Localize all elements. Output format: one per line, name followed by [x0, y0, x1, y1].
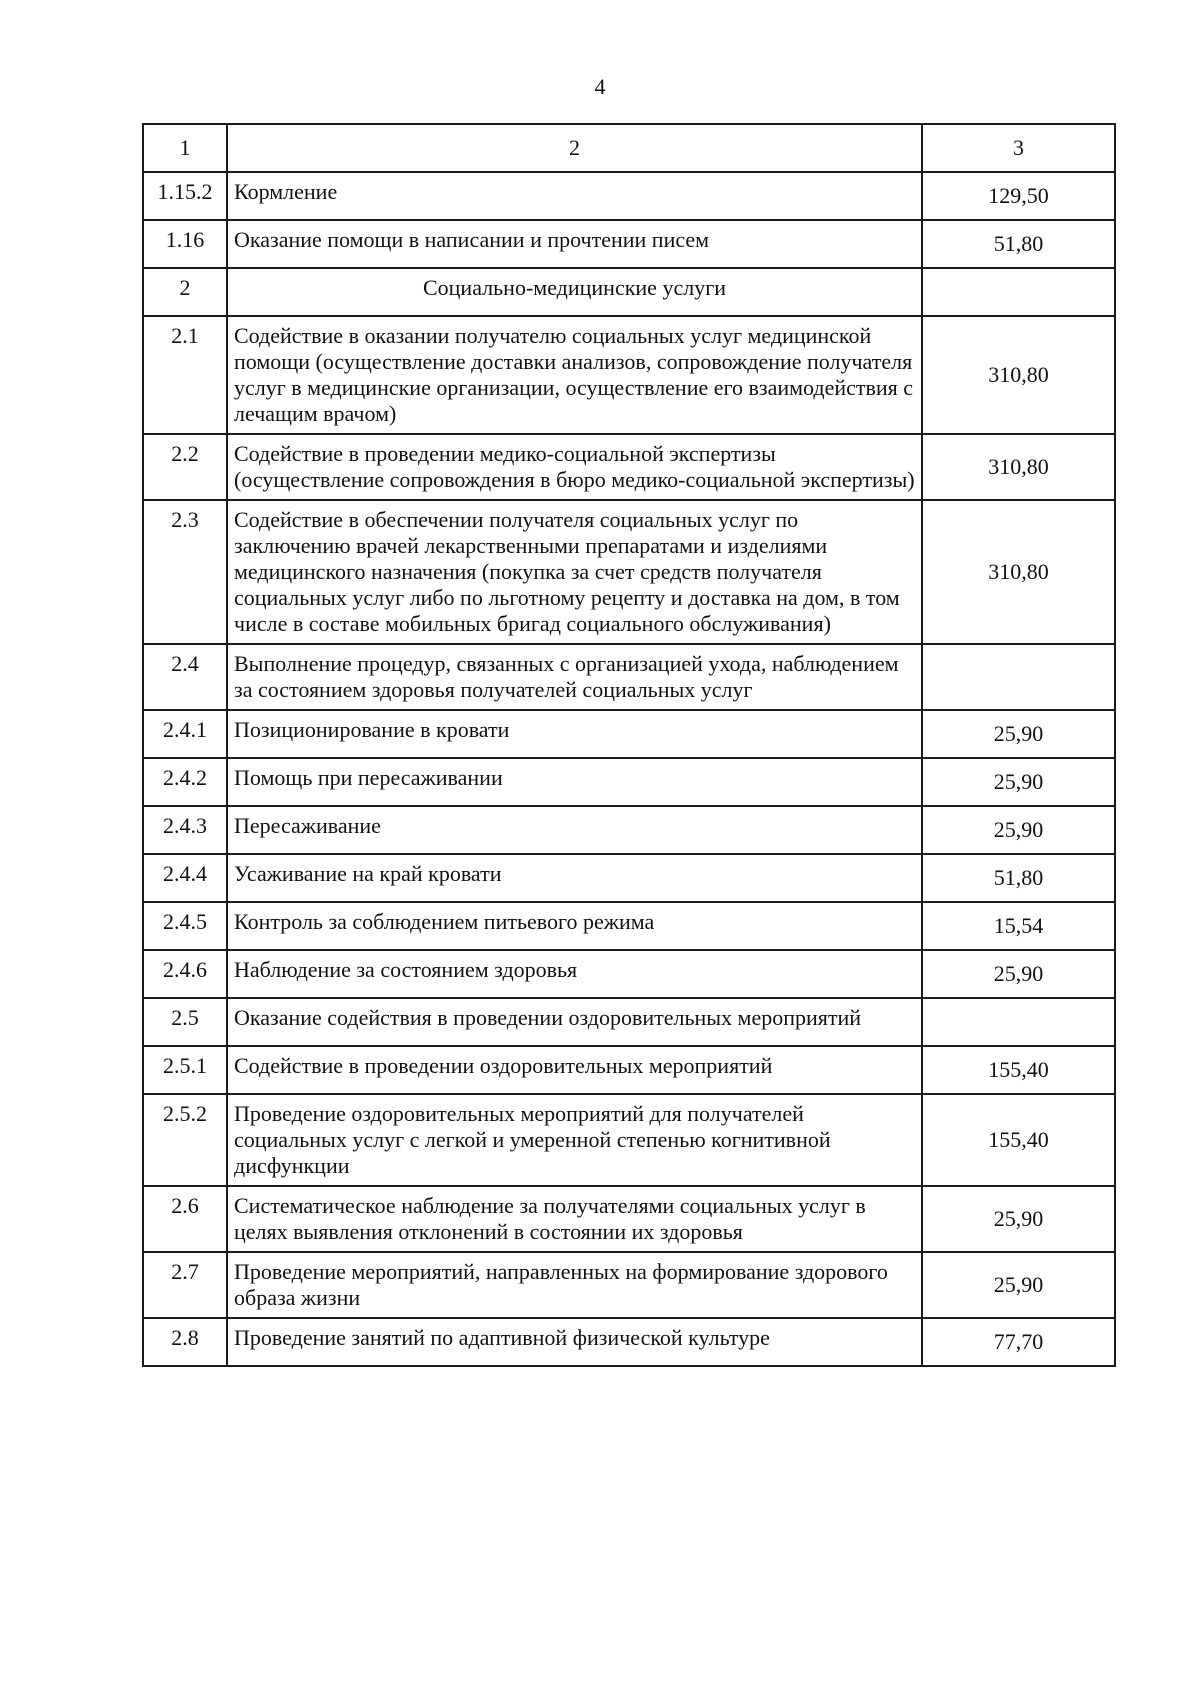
table-row [143, 902, 1115, 950]
row-number-cell: 2.5.2 [143, 1094, 227, 1186]
price-cell: 310,80 [922, 434, 1115, 500]
service-name-cell: Оказание содействия в проведении оздоровительных мероприятий [227, 998, 922, 1046]
price-cell: 155,40 [922, 1046, 1115, 1094]
price-cell: 155,40 [922, 1094, 1115, 1186]
row-number-cell: 2.4.1 [143, 710, 227, 758]
row-number-cell: 2.3 [143, 500, 227, 644]
table-row [143, 220, 1115, 268]
service-name-cell: Контроль за соблюдением питьевого режима [227, 902, 922, 950]
price-cell: 25,90 [922, 806, 1115, 854]
price-cell: 310,80 [922, 500, 1115, 644]
row-number-cell: 1.16 [143, 220, 227, 268]
price-cell: 25,90 [922, 950, 1115, 998]
row-number-cell: 2.4.2 [143, 758, 227, 806]
table-header-row [143, 124, 1115, 172]
row-number-cell: 2.7 [143, 1252, 227, 1318]
service-name-cell: Оказание помощи в написании и прочтении писем [227, 220, 922, 268]
service-name-cell: Проведение занятий по адаптивной физической культуре [227, 1318, 922, 1366]
table-row [143, 950, 1115, 998]
row-number-cell: 2.8 [143, 1318, 227, 1366]
row-number-cell: 2.4.4 [143, 854, 227, 902]
table-row [143, 758, 1115, 806]
table-row [143, 434, 1115, 500]
price-cell: 25,90 [922, 1252, 1115, 1318]
services-table [142, 123, 1116, 1367]
price-cell [922, 268, 1115, 316]
row-number-cell: 2.6 [143, 1186, 227, 1252]
table-row [143, 644, 1115, 710]
row-number-cell: 2.4 [143, 644, 227, 710]
service-name-cell: Проведение оздоровительных мероприятий для получателей социальных услуг с легкой и умеренной степенью когнитивной дисфункции [227, 1094, 922, 1186]
table-row [143, 1318, 1115, 1366]
service-name-cell: Содействие в обеспечении получателя социальных услуг по заключению врачей лекарственными препаратами и изделиями медицинского назначения (покупка за счет средств получателя социальных услуг либо по льготному рецепту и доставка на дом, в том числе в составе мобильных бригад социального обслуживания) [227, 500, 922, 644]
page-number: 4 [594, 74, 606, 99]
header-cell-name: 2 [227, 124, 922, 172]
table-row [143, 854, 1115, 902]
table-row [143, 998, 1115, 1046]
price-cell: 25,90 [922, 758, 1115, 806]
service-name-cell: Содействие в оказании получателю социальных услуг медицинской помощи (осуществление доставки анализов, сопровождение получателя услуг в медицинские организации, осуществление его взаимодействия с лечащим врачом) [227, 316, 922, 434]
service-name-cell: Усаживание на край кровати [227, 854, 922, 902]
service-name-cell: Наблюдение за состоянием здоровья [227, 950, 922, 998]
price-cell: 51,80 [922, 220, 1115, 268]
service-name-cell: Кормление [227, 172, 922, 220]
row-number-cell: 2 [143, 268, 227, 316]
header-cell-price: 3 [922, 124, 1115, 172]
price-cell: 15,54 [922, 902, 1115, 950]
table-row [143, 806, 1115, 854]
service-name-cell: Содействие в проведении медико-социальной экспертизы (осуществление сопровождения в бюро медико-социальной экспертизы) [227, 434, 922, 500]
row-number-cell: 2.4.5 [143, 902, 227, 950]
row-number-cell: 2.2 [143, 434, 227, 500]
service-name-cell: Содействие в проведении оздоровительных мероприятий [227, 1046, 922, 1094]
service-name-cell: Проведение мероприятий, направленных на формирование здорового образа жизни [227, 1252, 922, 1318]
table-row [143, 316, 1115, 434]
price-cell: 25,90 [922, 710, 1115, 758]
price-cell: 310,80 [922, 316, 1115, 434]
price-cell: 51,80 [922, 854, 1115, 902]
table-section-row [143, 268, 1115, 316]
row-number-cell: 2.5.1 [143, 1046, 227, 1094]
table-row [143, 172, 1115, 220]
service-name-cell: Систематическое наблюдение за получателями социальных услуг в целях выявления отклонений в состоянии их здоровья [227, 1186, 922, 1252]
price-cell [922, 644, 1115, 710]
table-row [143, 1252, 1115, 1318]
table-row [143, 1046, 1115, 1094]
row-number-cell: 1.15.2 [143, 172, 227, 220]
services-table-body [143, 124, 1115, 1366]
service-name-cell: Позиционирование в кровати [227, 710, 922, 758]
price-cell: 25,90 [922, 1186, 1115, 1252]
row-number-cell: 2.4.6 [143, 950, 227, 998]
table-row [143, 1186, 1115, 1252]
row-number-cell: 2.1 [143, 316, 227, 434]
service-name-cell: Социально-медицинские услуги [227, 268, 922, 316]
service-name-cell: Пересаживание [227, 806, 922, 854]
table-row [143, 710, 1115, 758]
table-row [143, 500, 1115, 644]
table-row [143, 1094, 1115, 1186]
header-cell-number: 1 [143, 124, 227, 172]
row-number-cell: 2.5 [143, 998, 227, 1046]
price-cell: 77,70 [922, 1318, 1115, 1366]
service-name-cell: Помощь при пересаживании [227, 758, 922, 806]
price-cell [922, 998, 1115, 1046]
row-number-cell: 2.4.3 [143, 806, 227, 854]
price-cell: 129,50 [922, 172, 1115, 220]
service-name-cell: Выполнение процедур, связанных с организацией ухода, наблюдением за состоянием здоровья получателей социальных услуг [227, 644, 922, 710]
